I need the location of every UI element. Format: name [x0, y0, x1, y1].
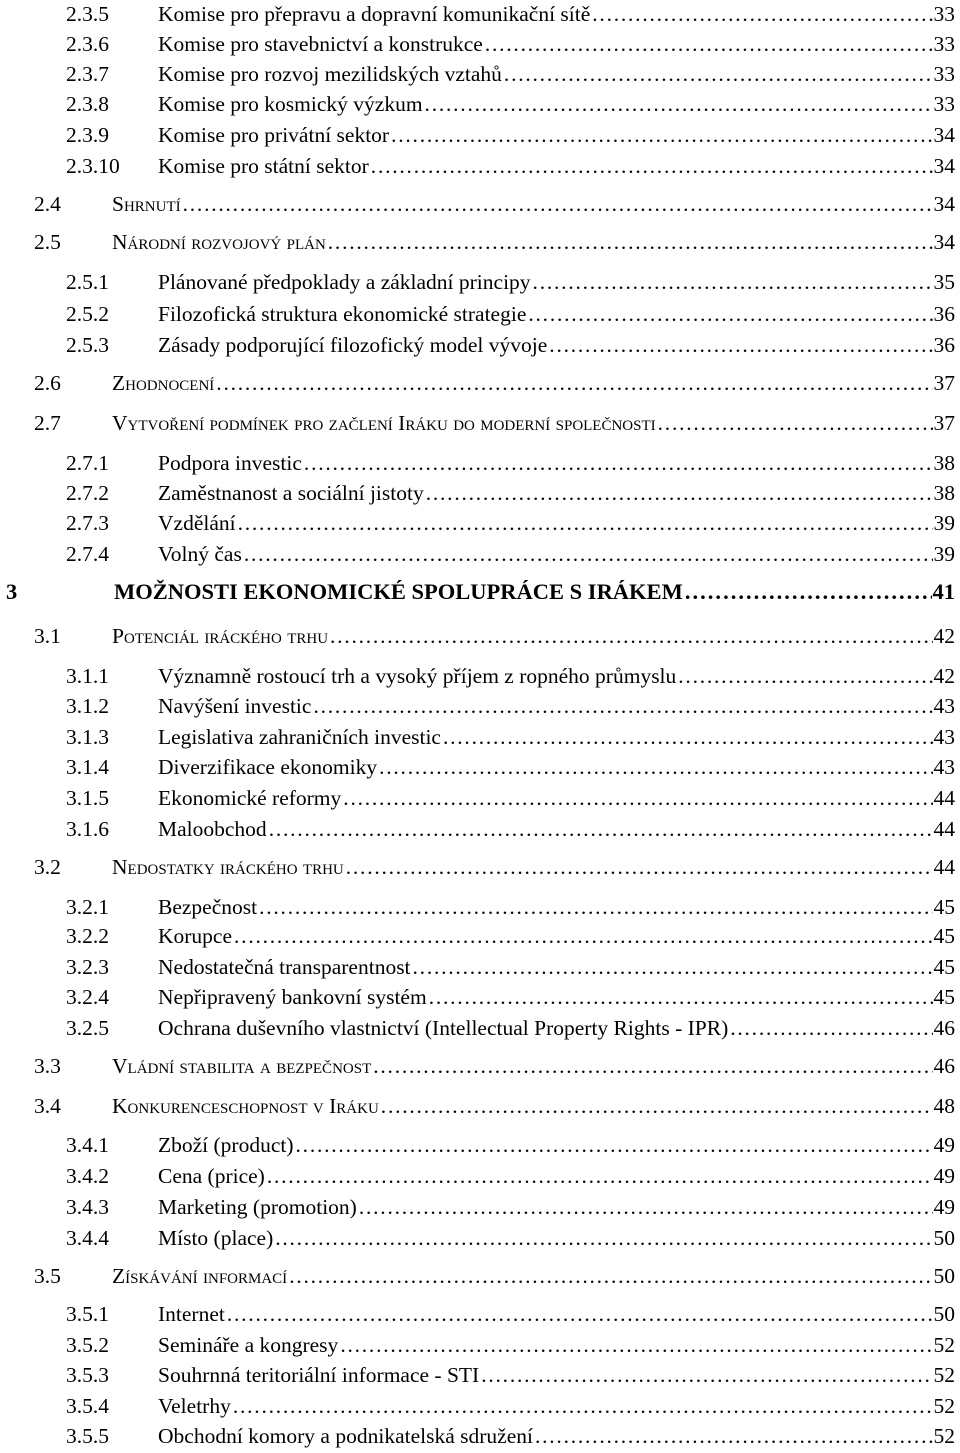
- toc-entry-page-number: 37: [933, 411, 955, 435]
- toc-subsection-entry[interactable]: [0, 90, 960, 118]
- toc-entry-number: 3.5.1: [66, 1302, 109, 1326]
- toc-entry-title: Bezpečnost: [158, 895, 258, 919]
- toc-entry-title: Vládní stabilita a bezpečnost: [112, 1054, 372, 1078]
- toc-entry-page-number: 42: [933, 624, 955, 648]
- toc-entry-title: Místo (place): [158, 1226, 274, 1250]
- toc-entry-page-number: 44: [933, 817, 955, 841]
- toc-entry-title: Filozofická struktura ekonomické strategie: [158, 302, 527, 326]
- toc-subsection-entry[interactable]: [0, 1131, 960, 1159]
- toc-entry-title: Veletrhy: [158, 1394, 231, 1418]
- toc-entry-title: Legislativa zahraničních investic: [158, 725, 441, 749]
- toc-entry-number: 3.5.3: [66, 1363, 109, 1387]
- toc-entry-page-number: 44: [933, 855, 955, 879]
- toc-entry-number: 2.5.1: [66, 270, 109, 294]
- toc-entry-title: Potenciál iráckého trhu: [112, 624, 329, 648]
- toc-entry-page-number: 49: [933, 1133, 955, 1157]
- toc-entry-page-number: 45: [933, 924, 955, 948]
- toc-entry-page-number: 48: [933, 1094, 955, 1118]
- toc-entry-number: 3.4.3: [66, 1195, 109, 1219]
- toc-entry-page-number: 45: [933, 985, 955, 1009]
- toc-dot-leader: [592, 0, 932, 28]
- toc-entry-number: 3.5: [34, 1264, 61, 1288]
- toc-section-entry[interactable]: [0, 622, 960, 650]
- toc-entry-title: Komise pro kosmický výzkum: [158, 92, 423, 116]
- toc-entry-title: Marketing (promotion): [158, 1195, 357, 1219]
- toc-entry-title: MOŽNOSTI EKONOMICKÉ SPOLUPRÁCE S IRÁKEM: [114, 579, 683, 604]
- toc-entry-page-number: 39: [933, 542, 955, 566]
- toc-entry-number: 3.1.6: [66, 817, 109, 841]
- toc-entry-title: Získávání informací: [112, 1264, 288, 1288]
- toc-entry-page-number: 49: [933, 1164, 955, 1188]
- toc-entry-title: Komise pro státní sektor: [158, 154, 369, 178]
- toc-section-entry[interactable]: [0, 409, 960, 437]
- toc-entry-page-number: 34: [933, 192, 955, 216]
- toc-entry-page-number: 41: [932, 579, 955, 604]
- toc-subsection-entry[interactable]: [0, 449, 960, 477]
- toc-subsection-entry[interactable]: [0, 815, 960, 843]
- toc-entry-number: 2.3.6: [66, 32, 109, 56]
- toc-entry-page-number: 37: [933, 371, 955, 395]
- toc-dot-leader: [340, 1331, 932, 1359]
- toc-dot-leader: [275, 1224, 932, 1252]
- toc-entry-number: 3.2.5: [66, 1016, 109, 1040]
- toc-dot-leader: [658, 409, 933, 437]
- toc-section-entry[interactable]: [0, 369, 960, 397]
- toc-entry-page-number: 36: [933, 302, 955, 326]
- toc-dot-leader: [426, 479, 933, 507]
- toc-entry-title: Ochrana duševního vlastnictví (Intellectual Property Rights - IPR): [158, 1016, 729, 1040]
- toc-entry-title: Diverzifikace ekonomiky: [158, 755, 378, 779]
- toc-subsection-entry[interactable]: [0, 1224, 960, 1252]
- toc-entry-title: Semináře a kongresy: [158, 1333, 339, 1357]
- toc-entry-number: 2.3.8: [66, 92, 109, 116]
- toc-entry-page-number: 52: [933, 1363, 955, 1387]
- toc-subsection-entry[interactable]: [0, 662, 960, 690]
- toc-entry-page-number: 42: [933, 664, 955, 688]
- toc-dot-leader: [304, 449, 933, 477]
- toc-section-entry[interactable]: [0, 228, 960, 256]
- toc-entry-number: 2.3.9: [66, 123, 109, 147]
- toc-dot-leader: [330, 622, 932, 650]
- toc-entry-title: Plánované předpoklady a základní principy: [158, 270, 531, 294]
- toc-entry-page-number: 33: [933, 62, 955, 86]
- toc-entry-title: Podpora investic: [158, 451, 302, 475]
- toc-entry-number: 3.2.4: [66, 985, 109, 1009]
- toc-chapter-entry[interactable]: [0, 578, 960, 606]
- toc-entry-title: Vytvoření podmínek pro začlení Iráku do moderní společnosti: [112, 411, 656, 435]
- toc-entry-title: Zásady podporující filozofický model vývoje: [158, 333, 548, 357]
- toc-subsection-entry[interactable]: [0, 540, 960, 568]
- toc-dot-leader: [183, 190, 933, 218]
- toc-entry-page-number: 35: [933, 270, 955, 294]
- toc-entry-number: 3.1.2: [66, 694, 109, 718]
- toc-entry-number: 3.3: [34, 1054, 61, 1078]
- toc-entry-page-number: 43: [933, 694, 955, 718]
- toc-entry-page-number: 52: [933, 1394, 955, 1418]
- toc-entry-number: 3.5.2: [66, 1333, 109, 1357]
- toc-entry-title: Konkurenceschopnost v Iráku: [112, 1094, 379, 1118]
- toc-entry-page-number: 38: [933, 481, 955, 505]
- toc-entry-number: 2.3.5: [66, 2, 109, 26]
- toc-entry-number: 2.7: [34, 411, 61, 435]
- toc-dot-leader: [238, 509, 933, 537]
- toc-entry-number: 3.1.1: [66, 664, 109, 688]
- toc-dot-leader: [328, 228, 933, 256]
- toc-dot-leader: [373, 1052, 932, 1080]
- toc-dot-leader: [343, 784, 932, 812]
- toc-subsection-entry[interactable]: [0, 509, 960, 537]
- toc-subsection-entry[interactable]: [0, 723, 960, 751]
- toc-entry-number: 3.5.5: [66, 1424, 109, 1448]
- toc-entry-page-number: 33: [933, 32, 955, 56]
- toc-entry-title: Komise pro přepravu a dopravní komunikační sítě: [158, 2, 591, 26]
- toc-subsection-entry[interactable]: [0, 1361, 960, 1389]
- toc-entry-page-number: 50: [933, 1302, 955, 1326]
- toc-subsection-entry[interactable]: [0, 1193, 960, 1221]
- toc-entry-title: Zhodnocení: [112, 371, 215, 395]
- toc-entry-title: Významně rostoucí trh a vysoký příjem z ropného průmyslu: [158, 664, 677, 688]
- toc-subsection-entry[interactable]: [0, 268, 960, 296]
- toc-entry-page-number: 46: [933, 1016, 955, 1040]
- toc-entry-title: Nedostatečná transparentnost: [158, 955, 411, 979]
- toc-entry-number: 3.4.1: [66, 1133, 109, 1157]
- toc-subsection-entry[interactable]: [0, 983, 960, 1011]
- toc-subsection-entry[interactable]: [0, 692, 960, 720]
- toc-dot-leader: [371, 152, 933, 180]
- toc-entry-title: Korupce: [158, 924, 233, 948]
- toc-entry-title: Národní rozvojový plán: [112, 230, 326, 254]
- toc-subsection-entry[interactable]: [0, 784, 960, 812]
- toc-entry-number: 3.1.5: [66, 786, 109, 810]
- toc-entry-title: Navýšení investic: [158, 694, 312, 718]
- toc-subsection-entry[interactable]: [0, 30, 960, 58]
- toc-subsection-entry[interactable]: [0, 893, 960, 921]
- toc-subsection-entry[interactable]: [0, 331, 960, 359]
- toc-entry-title: Cena (price): [158, 1164, 265, 1188]
- toc-entry-title: Vzdělání: [158, 511, 236, 535]
- toc-entry-title: Komise pro stavebnictví a konstrukce: [158, 32, 483, 56]
- toc-entry-page-number: 36: [933, 333, 955, 357]
- toc-dot-leader: [269, 815, 933, 843]
- toc-entry-number: 3.2.1: [66, 895, 109, 919]
- toc-dot-leader: [504, 60, 933, 88]
- toc-entry-page-number: 34: [933, 230, 955, 254]
- toc-subsection-entry[interactable]: [0, 1392, 960, 1420]
- toc-entry-number: 2.7.3: [66, 511, 109, 535]
- toc-subsection-entry[interactable]: [0, 1300, 960, 1328]
- toc-dot-leader: [535, 1422, 933, 1450]
- toc-dot-leader: [259, 893, 932, 921]
- toc-dot-leader: [528, 300, 932, 328]
- toc-entry-number: 2.3.7: [66, 62, 109, 86]
- toc-entry-number: 3.1.3: [66, 725, 109, 749]
- toc-entry-title: Shrnutí: [112, 192, 181, 216]
- toc-entry-number: 3.4: [34, 1094, 61, 1118]
- toc-dot-leader: [234, 922, 932, 950]
- toc-dot-leader: [485, 30, 933, 58]
- toc-dot-leader: [233, 1392, 933, 1420]
- toc-entry-number: 2.7.2: [66, 481, 109, 505]
- toc-entry-page-number: 50: [933, 1226, 955, 1250]
- toc-subsection-entry[interactable]: [0, 152, 960, 180]
- toc-entry-number: 3.2.3: [66, 955, 109, 979]
- toc-dot-leader: [549, 331, 932, 359]
- toc-dot-leader: [216, 369, 932, 397]
- toc-entry-page-number: 50: [933, 1264, 955, 1288]
- toc-entry-title: Zaměstnanost a sociální jistoty: [158, 481, 424, 505]
- toc-dot-leader: [481, 1361, 932, 1389]
- toc-entry-title: Obchodní komory a podnikatelská sdružení: [158, 1424, 533, 1448]
- toc-section-entry[interactable]: [0, 190, 960, 218]
- toc-subsection-entry[interactable]: [0, 1162, 960, 1190]
- toc-entry-number: 3.4.2: [66, 1164, 109, 1188]
- toc-dot-leader: [313, 692, 932, 720]
- toc-entry-title: Ekonomické reformy: [158, 786, 342, 810]
- toc-entry-number: 2.6: [34, 371, 61, 395]
- toc-entry-title: Volný čas: [158, 542, 242, 566]
- toc-dot-leader: [730, 1014, 932, 1042]
- toc-dot-leader: [678, 662, 932, 690]
- toc-entry-number: 3.5.4: [66, 1394, 109, 1418]
- toc-entry-page-number: 34: [933, 123, 955, 147]
- toc-subsection-entry[interactable]: [0, 60, 960, 88]
- toc-dot-leader: [413, 953, 933, 981]
- toc-dot-leader: [244, 540, 933, 568]
- toc-entry-title: Komise pro rozvoj mezilidských vztahů: [158, 62, 502, 86]
- toc-entry-number: 3.1.4: [66, 755, 109, 779]
- toc-section-entry[interactable]: [0, 853, 960, 881]
- toc-entry-title: Nedostatky iráckého trhu: [112, 855, 344, 879]
- toc-entry-number: 3.2: [34, 855, 61, 879]
- toc-dot-leader: [381, 1092, 933, 1120]
- toc-entry-page-number: 43: [933, 725, 955, 749]
- toc-entry-page-number: 49: [933, 1195, 955, 1219]
- toc-entry-number: 3: [6, 579, 18, 604]
- toc-entry-page-number: 34: [933, 154, 955, 178]
- toc-entry-page-number: 45: [933, 955, 955, 979]
- toc-entry-title: Komise pro privátní sektor: [158, 123, 390, 147]
- toc-dot-leader: [685, 578, 932, 606]
- toc-subsection-entry[interactable]: [0, 479, 960, 507]
- toc-entry-title: Zboží (product): [158, 1133, 294, 1157]
- toc-entry-title: Souhrnná teritoriální informace - STI: [158, 1363, 480, 1387]
- toc-entry-title: Maloobchod: [158, 817, 267, 841]
- toc-entry-page-number: 39: [933, 511, 955, 535]
- toc-entry-number: 2.4: [34, 192, 61, 216]
- toc-dot-leader: [429, 983, 933, 1011]
- toc-subsection-entry[interactable]: [0, 922, 960, 950]
- toc-entry-page-number: 44: [933, 786, 955, 810]
- toc-dot-leader: [289, 1262, 932, 1290]
- toc-entry-page-number: 38: [933, 451, 955, 475]
- toc-subsection-entry[interactable]: [0, 1422, 960, 1450]
- toc-entry-number: 2.5: [34, 230, 61, 254]
- toc-entry-number: 3.2.2: [66, 924, 109, 948]
- toc-subsection-entry[interactable]: [0, 953, 960, 981]
- toc-entry-number: 3.4.4: [66, 1226, 109, 1250]
- toc-dot-leader: [379, 753, 932, 781]
- toc-entry-number: 2.5.3: [66, 333, 109, 357]
- toc-entry-page-number: 45: [933, 895, 955, 919]
- toc-dot-leader: [227, 1300, 933, 1328]
- toc-entry-page-number: 52: [933, 1333, 955, 1357]
- toc-entry-number: 2.7.4: [66, 542, 109, 566]
- toc-subsection-entry[interactable]: [0, 0, 960, 28]
- toc-entry-title: Internet: [158, 1302, 225, 1326]
- toc-subsection-entry[interactable]: [0, 753, 960, 781]
- toc-subsection-entry[interactable]: [0, 121, 960, 149]
- toc-dot-leader: [443, 723, 933, 751]
- toc-entry-number: 2.3.10: [66, 154, 120, 178]
- toc-dot-leader: [391, 121, 932, 149]
- toc-entry-number: 3.1: [34, 624, 61, 648]
- toc-entry-page-number: 46: [933, 1054, 955, 1078]
- toc-dot-leader: [533, 268, 933, 296]
- toc-entry-page-number: 52: [933, 1424, 955, 1448]
- toc-entry-title: Nepřipravený bankovní systém: [158, 985, 427, 1009]
- toc-subsection-entry[interactable]: [0, 1014, 960, 1042]
- toc-dot-leader: [346, 853, 933, 881]
- toc-subsection-entry[interactable]: [0, 1331, 960, 1359]
- toc-entry-number: 2.5.2: [66, 302, 109, 326]
- toc-dot-leader: [425, 90, 933, 118]
- toc-entry-page-number: 33: [933, 2, 955, 26]
- toc-entry-page-number: 43: [933, 755, 955, 779]
- toc-section-entry[interactable]: [0, 1052, 960, 1080]
- toc-dot-leader: [267, 1162, 933, 1190]
- toc-subsection-entry[interactable]: [0, 300, 960, 328]
- toc-entry-number: 2.7.1: [66, 451, 109, 475]
- toc-section-entry[interactable]: [0, 1092, 960, 1120]
- toc-dot-leader: [296, 1131, 933, 1159]
- toc-dot-leader: [359, 1193, 933, 1221]
- toc-entry-page-number: 33: [933, 92, 955, 116]
- toc-section-entry[interactable]: [0, 1262, 960, 1290]
